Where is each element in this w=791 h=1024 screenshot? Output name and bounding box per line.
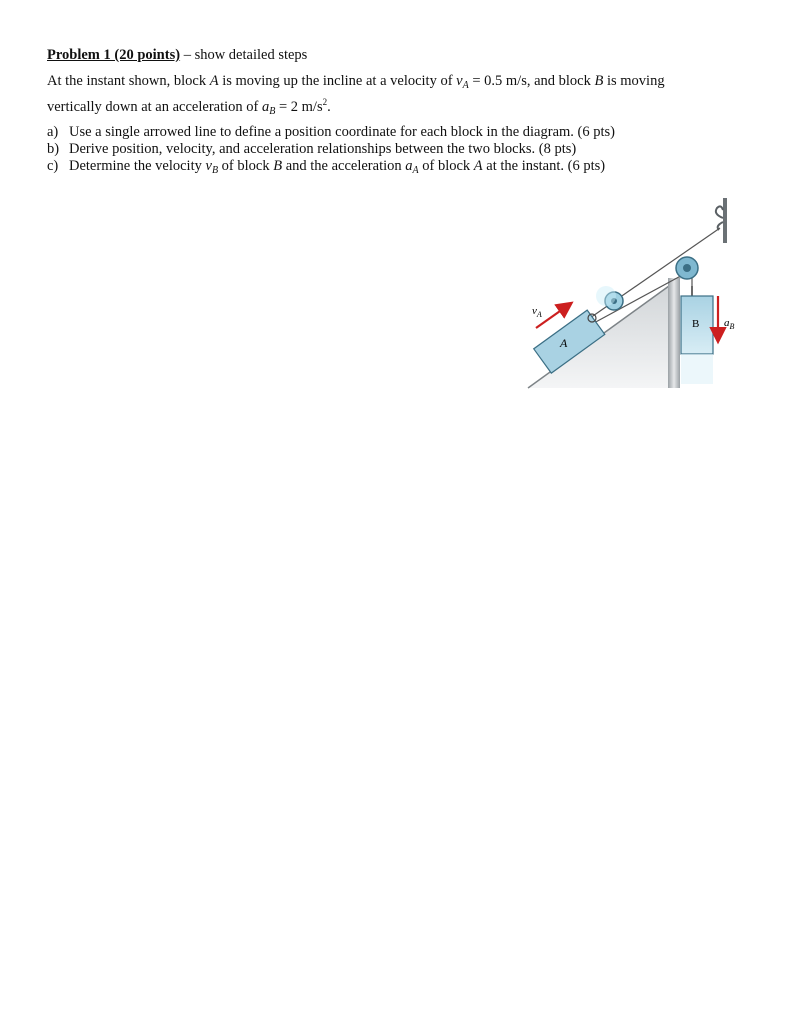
task-text-part: of block <box>218 157 274 174</box>
task-text: Derive position, velocity, and acceleration relationships between the two blocks. (8 pts) <box>69 140 577 157</box>
block-b-symbol: B <box>594 73 604 89</box>
vb-symbol: v <box>205 157 212 174</box>
task-marker: b) <box>47 140 60 157</box>
statement-period: . <box>327 99 331 115</box>
aa-subscript: A <box>412 164 419 176</box>
anchor-hook-icon <box>716 206 723 218</box>
statement-line-1 <box>47 73 747 94</box>
task-b <box>47 141 615 158</box>
statement-text: is moving up the incline at a velocity of <box>218 73 457 89</box>
task-text: Use a single arrowed line to define a position coordinate for each block in the diagram. (6 pts) <box>69 124 615 140</box>
statement-text: is moving <box>603 73 665 89</box>
pulley-glow <box>596 286 616 306</box>
wall-anchor <box>723 198 727 243</box>
problem-title: Problem 1 (20 points) <box>47 47 181 63</box>
task-a <box>47 124 615 141</box>
task-marker: a) <box>47 124 59 140</box>
ab-value: = 2 m/s <box>275 99 323 115</box>
block-b-symbol: B <box>273 157 283 174</box>
block-a-symbol: A <box>209 73 219 89</box>
ab-label-symbol: a <box>724 317 730 329</box>
task-marker: c) <box>47 157 59 174</box>
statement-line-2 <box>47 94 747 120</box>
va-symbol: v <box>456 73 463 89</box>
va-value: = 0.5 m/s, and block <box>468 73 595 89</box>
task-text-part: of block <box>418 157 474 174</box>
ab-label <box>724 317 735 331</box>
task-text-part: Determine the velocity <box>69 157 206 174</box>
va-label-symbol: v <box>532 305 537 317</box>
statement-text: At the instant shown, block <box>47 73 210 89</box>
support-post <box>668 278 680 388</box>
pulley-diagram-svg <box>520 190 735 395</box>
va-label <box>532 305 542 319</box>
statement-text: vertically down at an acceleration of <box>47 99 262 115</box>
problem-heading <box>47 47 307 64</box>
block-b-motion-blur <box>681 354 713 384</box>
ab-exponent: 2 <box>322 97 328 107</box>
va-subscript: A <box>462 80 469 91</box>
va-label-subscript: A <box>536 310 542 319</box>
vb-subscript: B <box>211 164 219 176</box>
block-b-label: B <box>692 318 700 330</box>
ab-label-subscript: B <box>729 322 735 331</box>
task-text-part: at the instant. (6 pts) <box>482 157 606 174</box>
block-a-label: A <box>560 336 568 350</box>
problem-statement <box>47 73 747 120</box>
task-list <box>47 124 615 179</box>
block-a-symbol: A <box>473 157 483 174</box>
ab-symbol: a <box>261 99 270 115</box>
pulley-diagram <box>520 190 735 395</box>
aa-symbol: a <box>405 157 413 174</box>
task-text <box>69 158 605 180</box>
task-c <box>47 158 615 180</box>
problem-title-suffix: – show detailed steps <box>180 47 308 63</box>
task-text-part: and the acceleration <box>282 157 406 174</box>
ab-subscript: B <box>269 106 276 117</box>
top-pulley-hub <box>683 264 691 272</box>
